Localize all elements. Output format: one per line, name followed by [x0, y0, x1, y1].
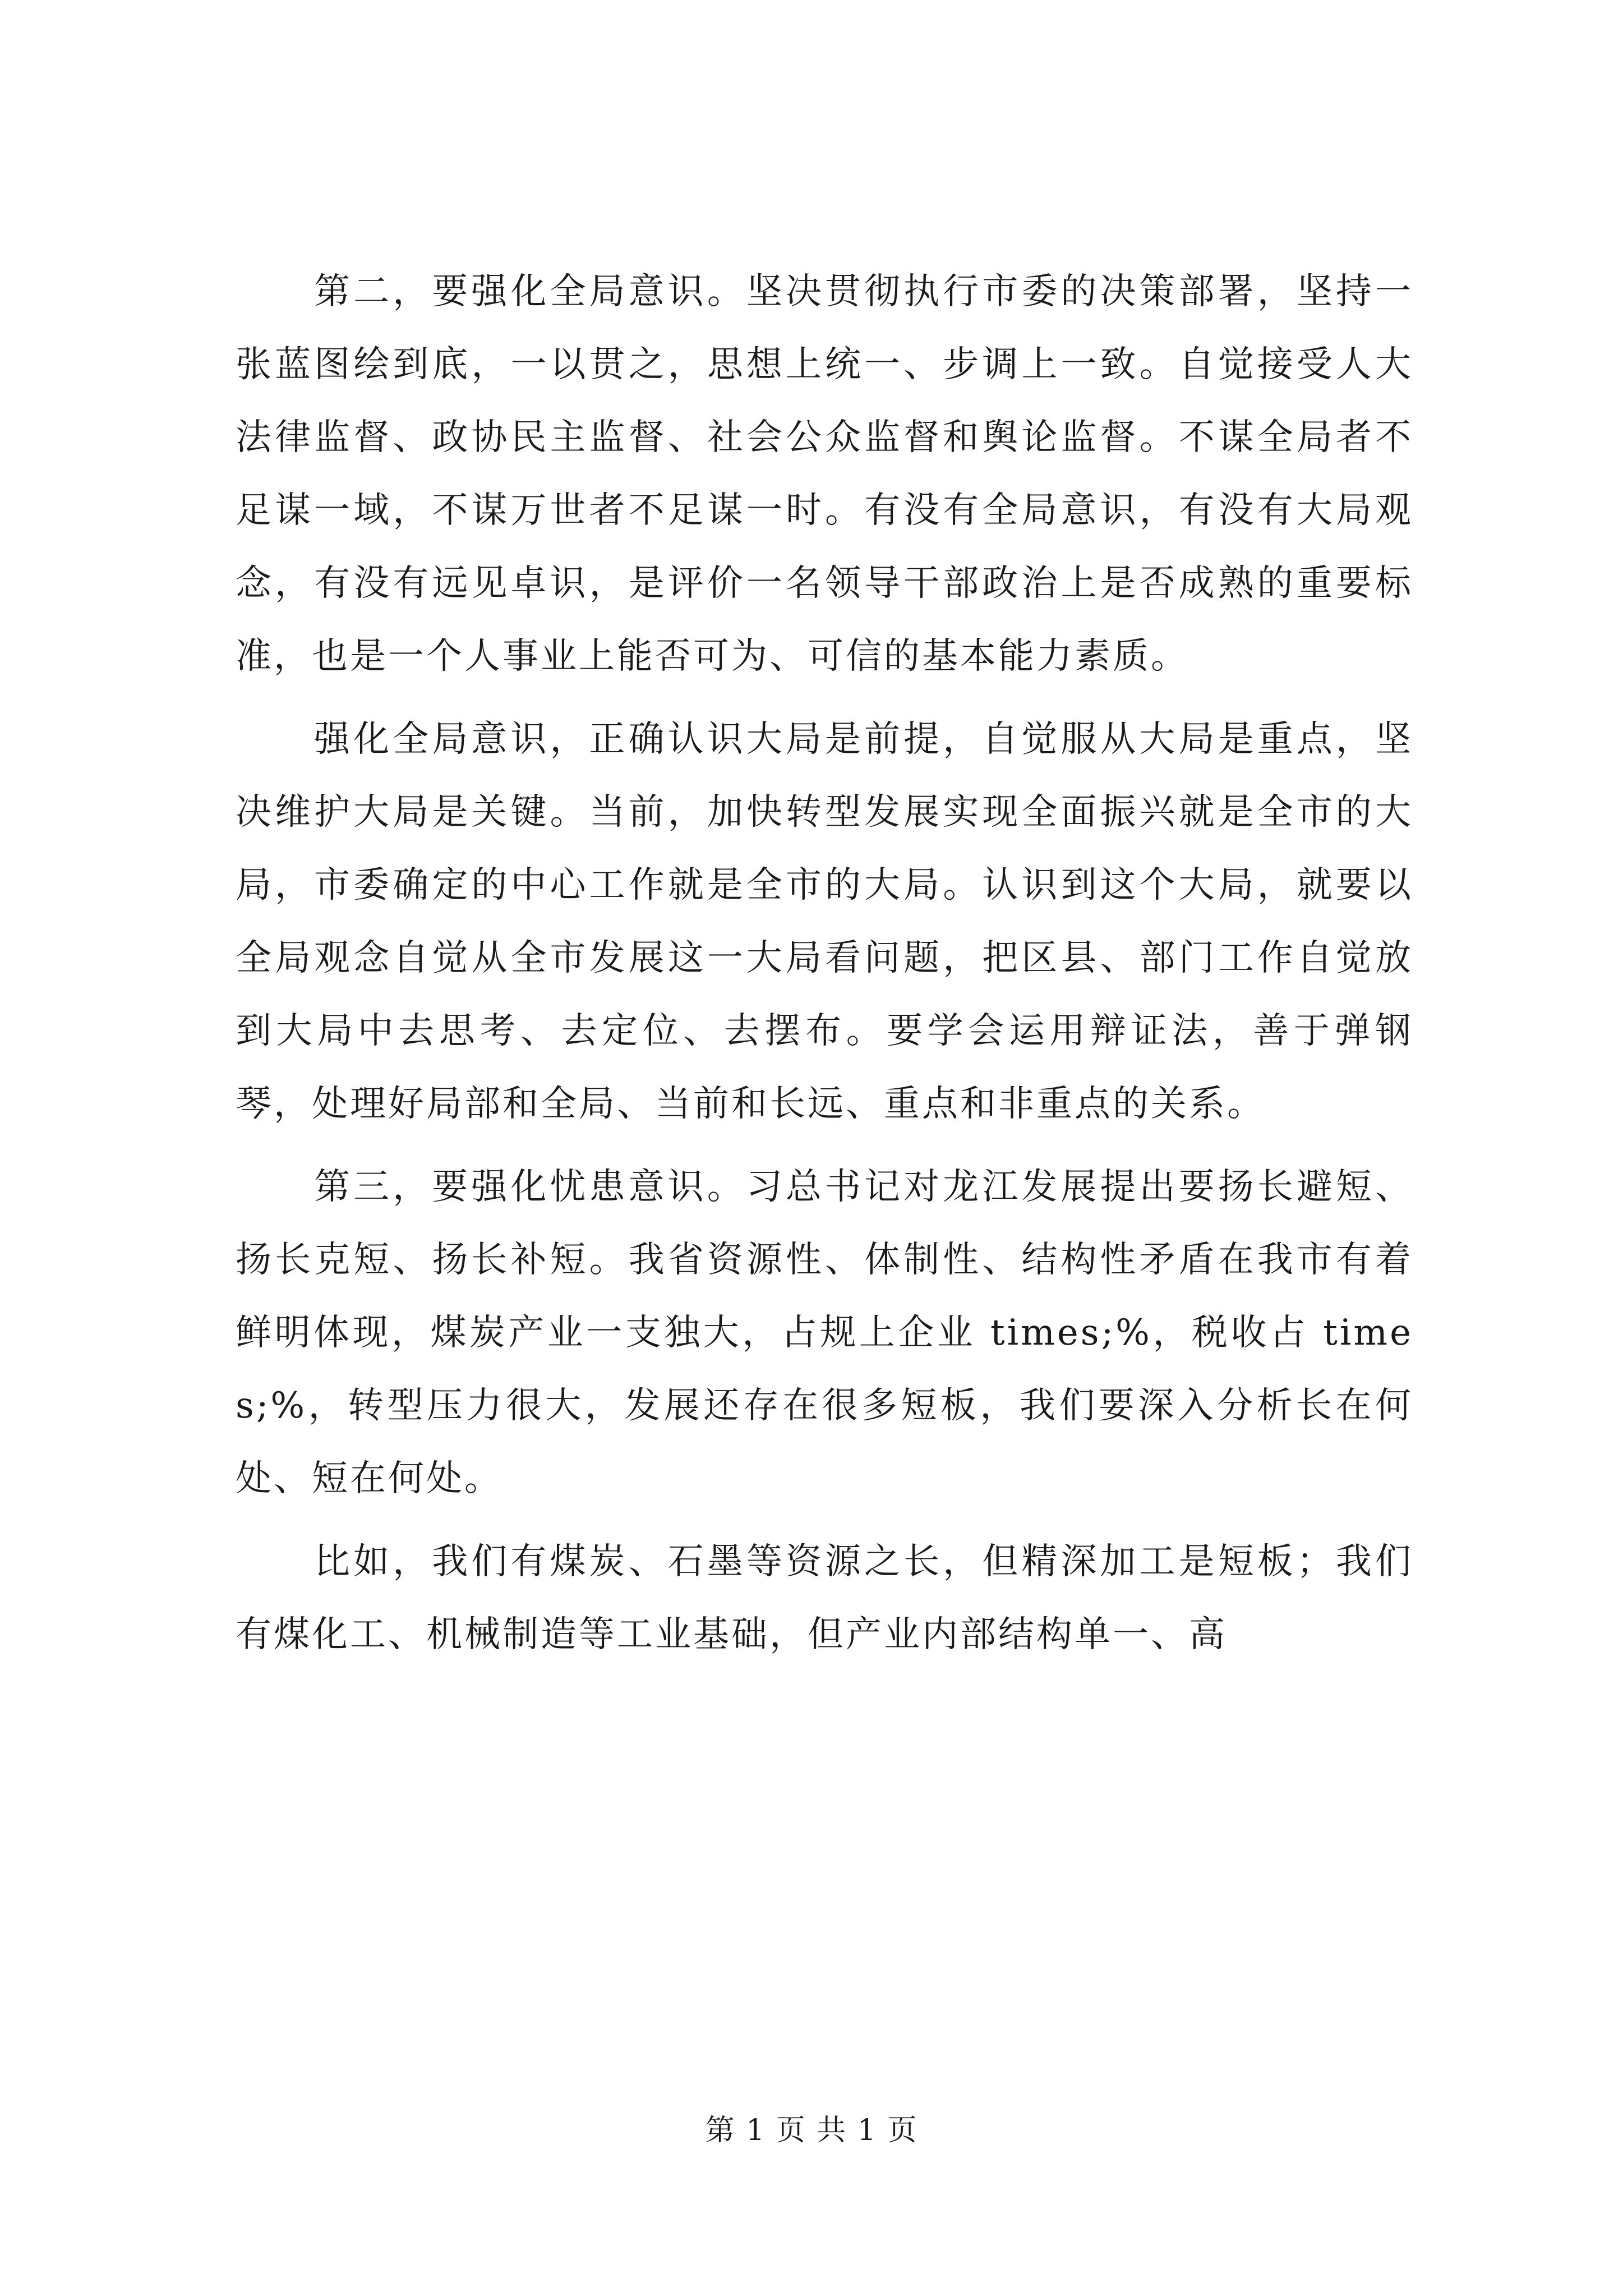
page-footer: 第 1 页 共 1 页 [705, 2114, 918, 2147]
paragraph-1: 第二，要强化全局意识。坚决贯彻执行市委的决策部署，坚持一张蓝图绘到底，一以贯之，思想上统一、步调上一致。自觉接受人大法律监督、政协民主监督、社会公众监督和舆论监督。不谋全局者不足谋一域，不谋万世者不足谋一时。有没有全局意识，有没有大局观念，有没有远见卓识，是评价一名领导干部政治上是否成熟的重要标准，也是一个人事业上能否可为、可信的基本能力素质。 [236, 271, 1413, 677]
paragraph-4: 比如，我们有煤炭、石墨等资源之长，但精深加工是短板；我们有煤化工、机械制造等工业基础，但产业内部结构单一、高 [236, 1541, 1413, 1655]
document-body [236, 255, 1413, 1671]
paragraph-2: 强化全局意识，正确认识大局是前提，自觉服从大局是重点，坚决维护大局是关键。当前，加快转型发展实现全面振兴就是全市的大局，市委确定的中心工作就是全市的大局。认识到这个大局，就要以全局观念自觉从全市发展这一大局看问题，把区县、部门工作自觉放到大局中去思考、去定位、去摆布。要学会运用辩证法，善于弹钢琴，处理好局部和全局、当前和长远、重点和非重点的关系。 [236, 719, 1413, 1125]
paragraph-3: 第三，要强化忧患意识。习总书记对龙江发展提出要扬长避短、扬长克短、扬长补短。我省资源性、体制性、结构性矛盾在我市有着鲜明体现，煤炭产业一支独大，占规上企业 times;%，税收占 times;%，转型压力很大，发展还存在很多短板，我们要深入分析长在何处、短在何处。 [236, 1166, 1413, 1499]
